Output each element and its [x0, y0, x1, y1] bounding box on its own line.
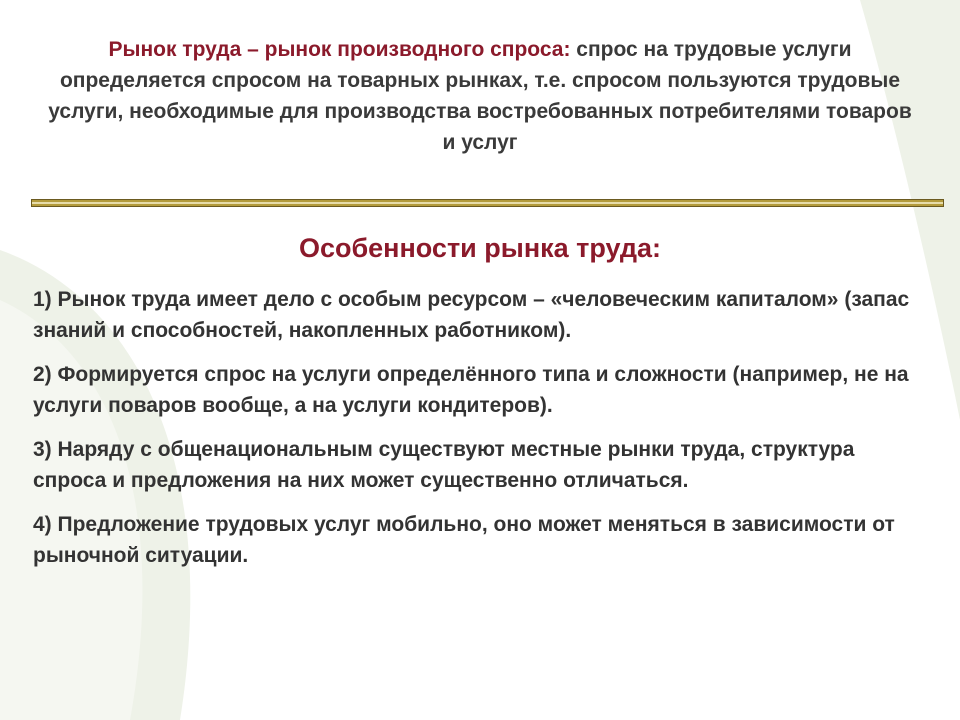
point-3: 3) Наряду с общенациональным существуют местные рынки труда, структура спроса и предложения на них может существенно отличаться. — [33, 438, 855, 492]
divider-highlight — [32, 202, 943, 204]
points-list — [33, 284, 933, 584]
point-4: 4) Предложение трудовых услуг мобильно, оно может меняться в зависимости от рыночной ситуации. — [33, 513, 895, 567]
intro-text: спрос на трудовые услуги определяется спросом на товарных рынках, т.е. спросом пользуются трудовые услуги, необходимые для производства востребованных потребителями товаров и услуг — [48, 38, 912, 154]
section-title: Особенности рынка труда: — [298, 233, 662, 263]
intro-paragraph — [40, 34, 920, 158]
point-1: 1) Рынок труда имеет дело с особым ресурсом – «человеческим капиталом» (запас знаний и способностей, накопленных работником). — [33, 288, 910, 342]
divider-bar — [31, 199, 944, 207]
intro-highlight: Рынок труда – рынок производного спроса: — [108, 38, 571, 61]
point-2: 2) Формируется спрос на услуги определённого типа и сложности (например, не на услуги поваров вообще, а на услуги кондитеров). — [33, 363, 909, 417]
